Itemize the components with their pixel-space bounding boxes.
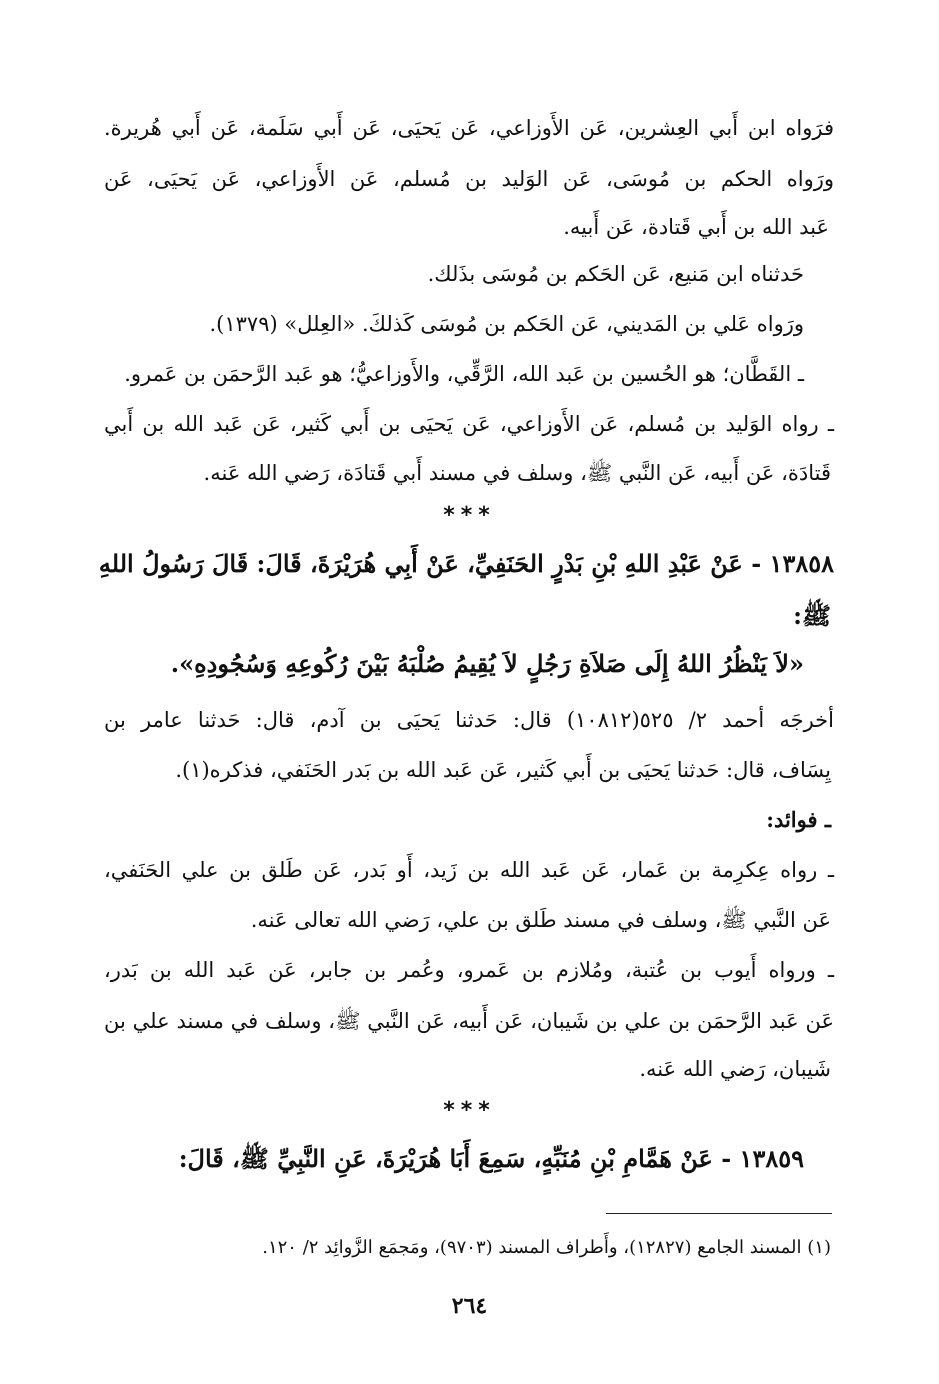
text-line: ورَواه الحكم بن مُوسَى، عَن الوَليد بن مُسلم، عَن الأَوزاعي، عَن يَحيَى، عَن [104, 167, 834, 191]
text-line: ورَواه عَلي بن المَديني، عَن الحَكم بن مُوسَى كَذلكَ. «العِلل» (١٣٧٩). [209, 312, 804, 336]
text-line: قَتادَة، عَن أَبيه، عَن النَّبي ﷺ، وسلف في مسند أَبي قَتادَة، رَضي الله عَنه. [203, 461, 831, 485]
text-line: ـ رواه الوَليد بن مُسلم، عَن الأَوزاعي، عَن يَحيَى بن أَبي كَثير، عَن عَبد الله بن أَبي [104, 412, 834, 436]
fawaid-heading: ـ فوائد: [766, 807, 831, 832]
text-line: عَبد الله بن أَبي قَتادة، عَن أَبيه. [563, 215, 829, 239]
text-line: شَيبان، رَضي الله عَنه. [639, 1057, 831, 1081]
page-number: ٢٦٤ [451, 1293, 488, 1319]
takhrij-line: يِسَاف، قال: حَدثنا يَحيَى بن أَبي كَثير، عَن عَبد الله بن بَدر الحَنَفي، فذكره(١). [175, 758, 831, 782]
hadith-number-line: ١٣٨٥٩ - عَنْ هَمَّامِ بْنِ مُنَبِّهٍ، سَمِعَ أَبَا هُرَيْرَةَ، عَنِ النَّبِيِّ ﷺ، قَالَ: [178, 1144, 804, 1173]
text-line: حَدثناه ابن مَنيع، عَن الحَكم بن مُوسَى بذَلك. [427, 262, 804, 286]
text-line: ـ رواه عِكرِمة بن عَمار، عَن عَبد الله بن زَيد، أَو بَدر، عَن طَلق بن علي الحَنَفي، [104, 858, 834, 882]
section-separator: *** [443, 1098, 496, 1123]
section-separator: *** [443, 503, 496, 528]
footnote-divider [606, 1213, 832, 1214]
text-line: فرَواه ابن أَبي العِشرين، عَن الأَوزاعي، عَن يَحيَى، عَن أَبي سَلَمة، عَن أَبي هُريرة. [104, 116, 834, 140]
text-line: ـ القَطَّان؛ هو الحُسين بن عَبد الله، الرَّقِّي، والأَوزاعيُّ؛ هو عَبد الرَّحمَن بن عَمرو. [124, 362, 804, 386]
text-line: عَن النَّبي ﷺ، وسلف في مسند طَلق بن علي، رَضي الله تعالى عَنه. [250, 908, 831, 932]
takhrij-line: أخرجَه أحمد ٢/ ٥٢٥(١٠٨١٢) قال: حَدثنا يَحيَى بن آدم، قال: حَدثنا عامر بن [104, 708, 834, 732]
footnote: (١) المسند الجامع (١٢٨٢٧)، وأَطراف المسند (٩٧٠٣)، ومَجمَع الزَّوائِد ٢/ ١٢٠. [262, 1237, 831, 1258]
hadith-text: «لاَ يَنْظُرُ اللهُ إِلَى صَلاَةِ رَجُلٍ لاَ يُقِيمُ صُلْبَهُ بَيْنَ رُكُوعِهِ وَسُجُودِهِ». [170, 649, 804, 678]
hadith-number-line: ١٣٨٥٨ - عَنْ عَبْدِ اللهِ بْنِ بَدْرٍ الحَنَفِيِّ، عَنْ أَبِي هُرَيْرَةَ، قَالَ: قَالَ رَسُولُ اللهِ [98, 549, 834, 578]
salutation-glyph: ﷺ: [793, 601, 831, 630]
text-line: ـ ورواه أَيوب بن عُتبة، ومُلازم بن عَمرو، وعُمر بن جابر، عَن عَبد الله بن بَدر، [104, 958, 834, 982]
text-line: عَن عَبد الرَّحمَن بن علي بن شَيبان، عَن أَبيه، عَن النَّبي ﷺ، وسلف في مسند علي بن [104, 1009, 834, 1033]
